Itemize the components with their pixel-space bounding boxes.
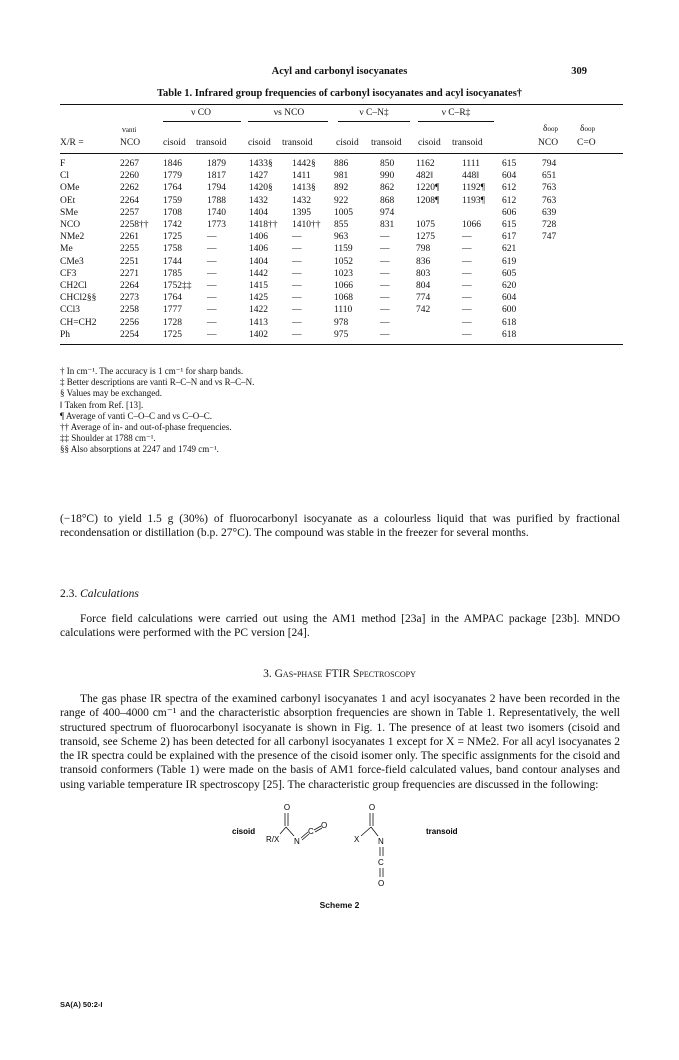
frequency-cell [542, 280, 623, 292]
frequency-cell: 1192¶ [462, 183, 485, 194]
frequency-cell: 1075 [416, 220, 435, 231]
footnote: §§ Also absorptions at 2247 and 1749 cm⁻¹. [60, 444, 219, 455]
frequency-cell: 1773 [207, 220, 226, 231]
frequency-cell: 922 [334, 195, 349, 206]
frequency-cell: — [380, 256, 390, 267]
frequency-cell: 612 [502, 183, 517, 194]
frequency-cell: — [292, 305, 302, 316]
transoid-oxygen: O [368, 803, 376, 812]
frequency-cell: 1442 [249, 268, 268, 279]
frequency-cell: 1052 [334, 256, 353, 267]
frequency-cell: 1420§ [249, 183, 273, 194]
transoid-nitrogen: N [378, 837, 384, 846]
table-row [60, 231, 623, 243]
frequency-cell: 2264 [120, 195, 139, 206]
frequency-cell [542, 329, 623, 341]
table-row [60, 182, 623, 194]
row-label-cell: CMe3 [60, 256, 84, 267]
frequency-cell: 1777 [163, 305, 182, 316]
row-label-cell: Cl [60, 171, 69, 182]
frequency-cell: — [207, 329, 217, 340]
frequency-cell: 606 [502, 207, 517, 218]
col-header-co-transoid: transoid [196, 138, 227, 148]
frequency-cell: 886 [334, 159, 349, 169]
frequency-cell: — [462, 281, 472, 292]
frequency-cell: 2258 [120, 305, 139, 316]
frequency-cell: 1740 [207, 207, 226, 218]
frequency-cell: — [462, 329, 472, 340]
frequency-cell: — [380, 305, 390, 316]
cisoid-nc-bond [301, 832, 308, 838]
frequency-cell: — [207, 281, 217, 292]
frequency-cell: 1427 [249, 171, 268, 182]
frequency-cell: 618 [502, 329, 517, 340]
frequency-cell: 975 [334, 329, 349, 340]
frequency-cell: 1779 [163, 171, 182, 182]
frequency-cell: 1411 [292, 171, 311, 182]
frequency-cell: — [462, 232, 472, 243]
cisoid-oxygen: O [283, 803, 291, 812]
frequency-cell: 1432 [292, 195, 311, 206]
frequency-cell [542, 268, 623, 280]
frequency-cell: 2258†† [120, 220, 149, 231]
frequency-cell: 1817 [207, 171, 226, 182]
footer-code: SA(A) 50:2-I [60, 1000, 103, 1009]
frequency-cell: 2273 [120, 293, 139, 304]
frequency-cell [542, 304, 623, 316]
frequency-cell: 2261 [120, 232, 139, 243]
table-row [60, 268, 623, 280]
frequency-cell: 990 [380, 171, 395, 182]
ir-frequency-table [60, 158, 623, 341]
frequency-cell: 2255 [120, 244, 139, 255]
section-number: 2.3. [60, 588, 78, 600]
frequency-cell: 1752‡‡ [163, 281, 192, 292]
col-header-cr-cisoid: cisoid [418, 138, 441, 148]
footnote: ‡ Better descriptions are νanti R–C–N and νs R–C–N. [60, 377, 255, 388]
frequency-cell [542, 243, 623, 255]
row-label-cell: NCO [60, 220, 81, 231]
frequency-cell: — [380, 268, 390, 279]
frequency-cell: 1275 [416, 232, 435, 243]
frequency-cell [542, 292, 623, 304]
frequency-cell: 2271 [120, 268, 139, 279]
frequency-cell: 1442§ [292, 159, 316, 169]
frequency-cell: 763 [542, 183, 557, 194]
frequency-cell: 615 [502, 159, 517, 169]
frequency-cell: 1432 [249, 195, 268, 206]
frequency-cell: — [380, 293, 390, 304]
group-line-nu-s-nco [248, 121, 328, 122]
frequency-cell: 1758 [163, 244, 182, 255]
row-label-cell: CHCl2§§ [60, 293, 97, 304]
frequency-cell: 1846 [163, 159, 182, 169]
cisoid-nitrogen: N [294, 837, 300, 846]
frequency-cell: 600 [502, 305, 517, 316]
footnote: † In cm⁻¹. The accuracy is 1 cm⁻¹ for sharp bands. [60, 366, 244, 376]
frequency-cell: 1759 [163, 195, 182, 206]
frequency-cell: — [462, 317, 472, 328]
frequency-cell: 1413 [249, 317, 268, 328]
frequency-cell: — [292, 317, 302, 328]
frequency-cell: 1066 [462, 220, 481, 231]
frequency-cell: 1413§ [292, 183, 316, 194]
frequency-cell: — [462, 256, 472, 267]
section-heading-ftir: 3. Gas-phase FTIR Spectroscopy [263, 668, 416, 680]
frequency-cell: 1415 [249, 281, 268, 292]
frequency-cell: 2264 [120, 281, 139, 292]
frequency-cell: — [380, 232, 390, 243]
frequency-cell: 1742 [163, 220, 182, 231]
frequency-cell: 1395 [292, 207, 311, 218]
col-header-cr-transoid: transoid [452, 138, 483, 148]
col-header-xr: X/R = [60, 138, 84, 148]
frequency-cell: — [207, 244, 217, 255]
frequency-cell: 1788 [207, 195, 226, 206]
frequency-cell: 1159 [334, 244, 353, 255]
frequency-cell: — [292, 256, 302, 267]
frequency-cell: — [292, 232, 302, 243]
scheme-cisoid-label: cisoid [232, 827, 256, 836]
frequency-cell: 1794 [207, 183, 226, 194]
frequency-cell: 1410†† [292, 220, 321, 231]
frequency-cell: 1425 [249, 293, 268, 304]
frequency-cell: 1725 [163, 232, 182, 243]
frequency-cell: 1744 [163, 256, 182, 267]
table-row [60, 170, 623, 182]
frequency-cell: 1433§ [249, 159, 273, 169]
frequency-cell: — [207, 305, 217, 316]
frequency-cell: 2256 [120, 317, 139, 328]
frequency-cell: 1764 [163, 293, 182, 304]
group-header-nu-co: ν CO [191, 108, 211, 118]
footnote: ‖ Taken from Ref. [13]. [60, 399, 144, 410]
frequency-cell: 862 [380, 183, 395, 194]
row-label-cell: CF3 [60, 268, 77, 279]
frequency-cell [416, 317, 454, 329]
frequency-cell: 763 [542, 195, 557, 206]
frequency-cell: 747 [542, 232, 557, 243]
frequency-cell: 2267 [120, 159, 139, 169]
frequency-cell [542, 317, 623, 329]
row-label-cell: OMe [60, 183, 80, 194]
running-title: Acyl and carbonyl isocyanates [271, 66, 408, 77]
col-header-delta-co: δoop [580, 124, 595, 134]
col-header-nco: NCO [120, 138, 141, 148]
table-row [60, 195, 623, 207]
row-label-cell: CCl3 [60, 305, 81, 316]
cisoid-cn-bond [286, 827, 294, 836]
frequency-cell [416, 207, 454, 219]
frequency-cell: 1402 [249, 329, 268, 340]
paragraph-ftir: The gas phase IR spectra of the examined carbonyl isocyanates 1 and acyl isocyanates 2 have been recorded in the range of 400–4000 cm⁻¹ and the characteristic absorption frequencies are shown in Table 1. Representatively, the well structured spectrum of fluorocarbonyl isocyanate is shown in Fig. 1. The presence of at least two isomers (cisoid and transoid, see Scheme 2) has been detected for all carbonyl isocyanates 1 except for X = NMe2. For all acyl isocyanates 2 the IR spectra could be explained with the presence of the cisoid isomer only. The specific assignments for the cisoid and transoid conformers (Table 1) were made on the basis of AM1 force-field calculated values, band contour analyses and using variable temperature IR spectroscopy [25]. The characteristic group frequencies are discussed in the following: [60, 693, 620, 791]
frequency-cell: — [462, 268, 472, 279]
frequency-cell: 794 [542, 159, 557, 169]
table-top-rule [60, 104, 623, 105]
frequency-cell: 2260 [120, 171, 139, 182]
row-label-cell: OEt [60, 195, 76, 206]
frequency-cell: 604 [502, 293, 517, 304]
frequency-cell: 963 [334, 232, 349, 243]
frequency-cell: 1708 [163, 207, 182, 218]
frequency-cell: — [380, 244, 390, 255]
frequency-cell: 974 [380, 207, 395, 218]
frequency-cell: — [207, 317, 217, 328]
group-header-nu-c-n: ν C–N‡ [359, 108, 389, 118]
frequency-cell: — [207, 293, 217, 304]
cisoid-rx-bond [280, 827, 286, 834]
frequency-cell: 604 [502, 171, 517, 182]
frequency-cell: 1404 [249, 207, 268, 218]
table-header-rule [60, 153, 623, 154]
frequency-cell: 2254 [120, 329, 139, 340]
table-row [60, 304, 623, 316]
footnote: ‡‡ Shoulder at 1788 cm⁻¹. [60, 433, 156, 444]
frequency-cell: 836 [416, 256, 431, 267]
frequency-cell: 742 [416, 305, 431, 316]
frequency-cell [542, 256, 623, 268]
table-row [60, 243, 623, 255]
col-header-nco-2: NCO [538, 138, 559, 148]
table-footnotes [60, 366, 620, 456]
row-label-cell: Ph [60, 329, 71, 340]
table-row [60, 256, 623, 268]
frequency-cell: 617 [502, 232, 517, 243]
frequency-cell: 1220¶ [416, 183, 440, 194]
frequency-cell: 1406 [249, 244, 268, 255]
footnote: †† Average of in- and out-of-phase frequencies. [60, 422, 232, 433]
frequency-cell: 1422 [249, 305, 268, 316]
row-label-cell: CH=CH2 [60, 317, 97, 328]
group-line-nu-co [163, 121, 241, 122]
frequency-cell: 620 [502, 281, 517, 292]
frequency-cell: — [207, 256, 217, 267]
frequency-cell: 978 [334, 317, 349, 328]
paragraph-calculations: Force field calculations were carried out using the AM1 method [23a] in the AMPAC package [23b]. MNDO calculations were performed with the PC version [24]. [60, 613, 620, 640]
frequency-cell: 1208¶ [416, 195, 440, 206]
frequency-cell: 1785 [163, 268, 182, 279]
frequency-cell: — [292, 244, 302, 255]
cisoid-rx: R/X [266, 835, 280, 844]
frequency-cell: 798 [416, 244, 431, 255]
scheme-caption: Scheme 2 [319, 900, 360, 910]
col-header-nco-cisoid: cisoid [248, 138, 271, 148]
transoid-carbon: C [378, 858, 384, 867]
table-row [60, 158, 623, 170]
frequency-cell: — [292, 281, 302, 292]
col-header-cn-cisoid: cisoid [336, 138, 359, 148]
frequency-cell: — [462, 244, 472, 255]
frequency-cell: 774 [416, 293, 431, 304]
frequency-cell: 1404 [249, 256, 268, 267]
col-header-co-cisoid: cisoid [163, 138, 186, 148]
row-label-cell: SMe [60, 207, 78, 218]
frequency-cell: 1193¶ [462, 195, 485, 206]
row-label-cell: F [60, 159, 66, 169]
frequency-cell: 2257 [120, 207, 139, 218]
col-header-delta-nco: δoop [543, 124, 558, 134]
group-header-nu-s-nco: νs NCO [273, 108, 305, 118]
transoid-oxygen-2: O [378, 879, 385, 888]
frequency-cell [454, 207, 502, 219]
col-header-nu-anti: νanti [122, 124, 137, 134]
col-header-nco-transoid: transoid [282, 138, 313, 148]
frequency-cell: — [292, 268, 302, 279]
frequency-cell: 619 [502, 256, 517, 267]
transoid-cn-bond [371, 827, 378, 836]
cisoid-oxygen-2: O [321, 821, 328, 830]
row-label-cell: Me [60, 244, 73, 255]
frequency-cell: — [380, 281, 390, 292]
frequency-cell: 892 [334, 183, 349, 194]
table-row [60, 329, 623, 341]
frequency-cell: 855 [334, 220, 349, 231]
frequency-cell: 868 [380, 195, 395, 206]
table-row [60, 219, 623, 231]
cisoid-carbon: C [308, 827, 314, 836]
frequency-cell: — [292, 293, 302, 304]
row-label-cell: NMe2 [60, 232, 85, 243]
frequency-cell: 1764 [163, 183, 182, 194]
frequency-cell: 804 [416, 281, 431, 292]
frequency-cell: 615 [502, 220, 517, 231]
frequency-cell: 1005 [334, 207, 353, 218]
frequency-cell: 831 [380, 220, 395, 231]
frequency-cell: 1066 [334, 281, 353, 292]
frequency-cell: — [380, 317, 390, 328]
frequency-cell: 651 [542, 171, 557, 182]
frequency-cell: 605 [502, 268, 517, 279]
col-header-cn-transoid: transoid [371, 138, 402, 148]
frequency-cell: — [207, 232, 217, 243]
group-line-nu-c-r [418, 121, 494, 122]
scheme-2-structures [230, 800, 490, 890]
frequency-cell: 1162 [416, 159, 435, 169]
table-row [60, 317, 623, 329]
section-title: Calculations [80, 588, 139, 600]
row-label-cell: CH2Cl [60, 281, 87, 292]
table-bottom-rule [60, 344, 623, 345]
footnote: ¶ Average of νanti C–O–C and νs C–O–C. [60, 410, 213, 421]
frequency-cell: 803 [416, 268, 431, 279]
group-line-nu-c-n [338, 121, 410, 122]
table-row [60, 207, 623, 219]
frequency-cell: 639 [542, 207, 557, 218]
table-row [60, 280, 623, 292]
ir-table-body [60, 158, 623, 341]
group-header-nu-c-r: ν C–R‡ [441, 108, 471, 118]
frequency-cell: 618 [502, 317, 517, 328]
frequency-cell [416, 329, 454, 341]
col-header-co: C=O [577, 138, 596, 148]
frequency-cell: 612 [502, 195, 517, 206]
frequency-cell: 1879 [207, 159, 226, 169]
frequency-cell: — [292, 329, 302, 340]
frequency-cell: 1406 [249, 232, 268, 243]
frequency-cell: 1418†† [249, 220, 278, 231]
frequency-cell: 1728 [163, 317, 182, 328]
table-caption: Table 1. Infrared group frequencies of carbonyl isocyanates and acyl isocyanates† [156, 88, 523, 99]
frequency-cell: 728 [542, 220, 557, 231]
frequency-cell: — [207, 268, 217, 279]
frequency-cell: 1111 [462, 159, 480, 169]
footnote: § Values may be exchanged. [60, 388, 163, 399]
frequency-cell: 2251 [120, 256, 139, 267]
frequency-cell: — [462, 293, 472, 304]
frequency-cell: 1023 [334, 268, 353, 279]
frequency-cell: 981 [334, 171, 349, 182]
frequency-cell: 1725 [163, 329, 182, 340]
scheme-transoid-label: transoid [426, 827, 458, 836]
frequency-cell: 2262 [120, 183, 139, 194]
paragraph-synthesis: (−18°C) to yield 1.5 g (30%) of fluorocarbonyl isocyanate as a colourless liquid that was purified by fractional recondensation or distillation (b.p. 27°C). The compound was stable in the freezer for several months. [60, 513, 620, 540]
frequency-cell: 621 [502, 244, 517, 255]
frequency-cell: 1068 [334, 293, 353, 304]
table-row [60, 292, 623, 304]
frequency-cell: 850 [380, 159, 395, 169]
transoid-x-bond [361, 827, 371, 836]
frequency-cell: — [462, 305, 472, 316]
section-heading-calculations [60, 588, 139, 600]
frequency-cell: 448‖ [462, 171, 479, 182]
page-number: 309 [571, 66, 587, 77]
transoid-x: X [354, 835, 360, 844]
frequency-cell: 1110 [334, 305, 353, 316]
frequency-cell: 482‖ [416, 171, 433, 182]
frequency-cell: — [380, 329, 390, 340]
